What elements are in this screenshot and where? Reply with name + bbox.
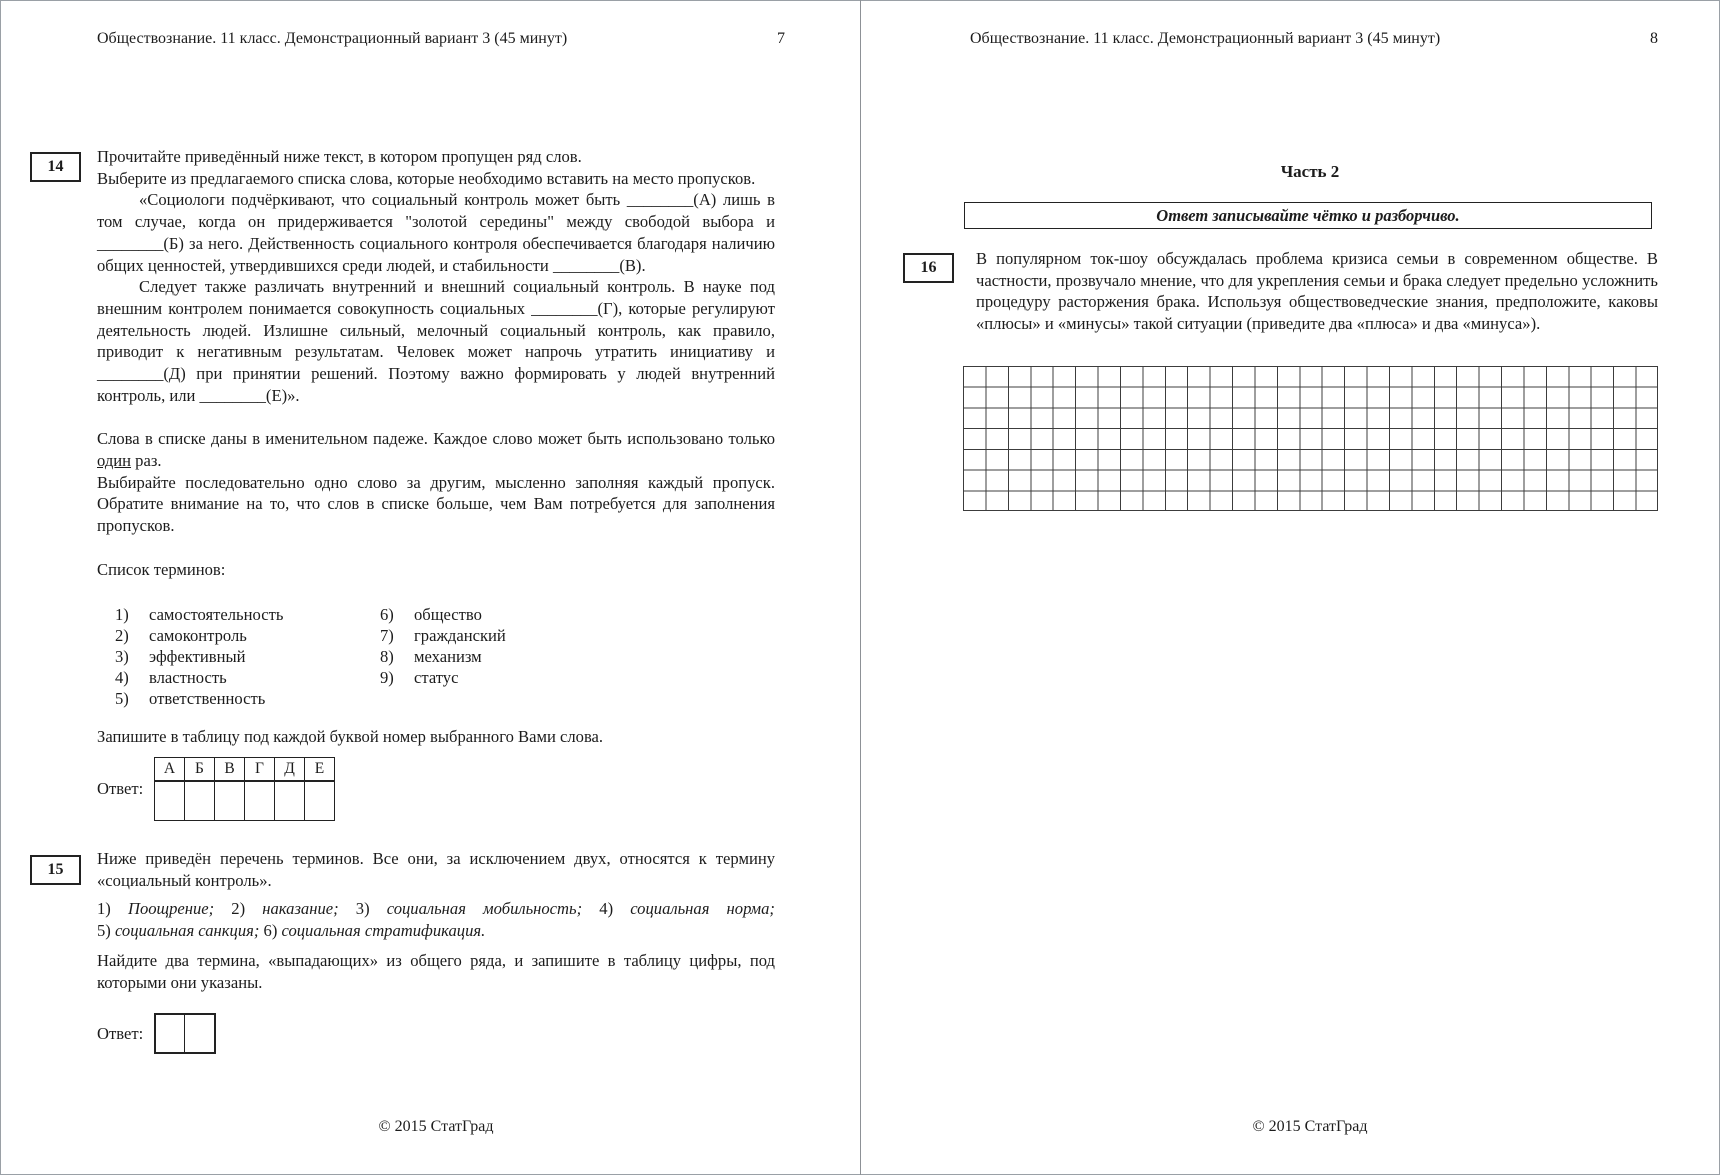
term-item — [115, 688, 380, 709]
term-number: 3) — [355, 899, 370, 919]
term-item — [356, 899, 582, 918]
task-15-intro: Ниже приведён перечень терминов. Все они, за исключением двух, относятся к термину «социальный контроль». — [97, 849, 775, 890]
term-number: 5) — [115, 689, 129, 709]
header-title: Обществознание. 11 класс. Демонстрационный вариант 3 (45 минут) — [970, 30, 1441, 47]
term-text: ответственность — [149, 689, 266, 709]
task-14-intro-line1: Прочитайте приведённый ниже текст, в котором пропущен ряд слов. — [97, 147, 582, 166]
task-15-answer-box — [154, 1013, 216, 1054]
term-text: властность — [149, 668, 227, 688]
term-text: Поощрение; — [127, 899, 215, 919]
term-text: гражданский — [414, 626, 506, 646]
term-item — [380, 646, 775, 667]
page-left-header — [97, 30, 785, 48]
term-text: эффективный — [149, 647, 246, 667]
answer-cell — [275, 781, 305, 821]
term-item — [115, 646, 380, 667]
term-text: наказание; — [262, 899, 339, 919]
task-15-terms-line-2 — [97, 920, 775, 942]
task-16-number-box — [903, 253, 954, 283]
answer-table-header-row — [155, 758, 335, 781]
term-number: 2) — [115, 626, 129, 646]
task-14-paragraph-2: Следует также различать внутренний и внешний социальный контроль. В науке под внешним контролем понимается совокупность социальных ________(Г), которые регулируют деятельность людей. Излишне сильный, мелочный социальный контроль, как правило, приводит к негативным результатам. Человек может напрочь утратить инициативу и ________(Д) при принятии решений. Поэтому важно формировать у людей внутренний контроль, или ________(Е)». — [97, 277, 775, 405]
task-15-answer-row — [97, 1013, 775, 1054]
page-right-footer: © 2015 СтатГрад — [1252, 1118, 1368, 1135]
page-right-header — [970, 30, 1658, 48]
answer-cell — [155, 781, 185, 821]
note-1-text-end: раз. — [131, 450, 162, 470]
task-14-paragraph-1: «Социологи подчёркивают, что социальный контроль может быть ________(А) лишь в том случае, когда он придерживается "золотой середины" между свободой выбора и ________(Б) за него. Действенность социального контроля обеспечивается благодаря наличию общих ценностей, утвердившихся среди людей, и стабильности ________(В). — [97, 190, 775, 275]
terms-column-2 — [380, 604, 775, 709]
task-14-answer-row — [97, 757, 775, 821]
part-2-title: Часть 2 — [1280, 162, 1340, 181]
term-number: 4) — [599, 899, 614, 919]
task-16-answer-grid — [963, 366, 1658, 511]
term-item — [97, 899, 214, 918]
task-14 — [47, 146, 775, 821]
term-number: 7) — [380, 626, 394, 646]
answer-column-header: Е — [305, 758, 335, 781]
answer-column-header: А — [155, 758, 185, 781]
task-14-answer-table — [154, 757, 335, 821]
answer-column-header: Г — [245, 758, 275, 781]
answer-cell — [245, 781, 275, 821]
term-item — [115, 604, 380, 625]
term-number: 2) — [231, 899, 246, 919]
answer-cell — [185, 1015, 214, 1052]
page-number: 8 — [1650, 30, 1658, 47]
terms-column-1 — [97, 604, 380, 709]
term-number: 3) — [115, 647, 129, 667]
answer-table-input-row — [155, 781, 335, 821]
terms-list — [97, 604, 775, 709]
spacer — [97, 406, 775, 428]
task-14-note-1 — [97, 428, 775, 471]
term-item — [380, 667, 775, 688]
answer-column-header: Д — [275, 758, 305, 781]
term-item — [115, 667, 380, 688]
task-16 — [920, 248, 1658, 335]
term-item — [97, 921, 259, 940]
answer-label: Ответ: — [97, 779, 144, 799]
term-item — [231, 899, 338, 918]
term-number: 4) — [115, 668, 129, 688]
task-16-text: В популярном ток-шоу обсуждалась проблема кризиса семьи в современном обществе. В частности, прозвучало мнение, что для укрепления семьи и брака следует предельно усложнить процедуру расторжения брака. Используя обществоведческие знания, предположите, каковы «плюсы» и «минусы» такой ситуации (приведите два «плюса» и два «минуса»). — [976, 249, 1658, 334]
header-title: Обществознание. 11 класс. Демонстрационный вариант 3 (45 минут) — [97, 30, 568, 47]
answer-cell — [215, 781, 245, 821]
task-14-intro-line2: Выберите из предлагаемого списка слова, которые необходимо вставить на место пропусков. — [97, 168, 756, 188]
task-15-outro: Найдите два термина, «выпадающих» из общего ряда, и запишите в таблицу цифры, под которыми они указаны. — [97, 950, 775, 992]
task-16-number: 16 — [920, 259, 937, 277]
part-2-instruction-box — [964, 202, 1652, 229]
page-number: 7 — [777, 30, 785, 47]
answer-column-header: В — [215, 758, 245, 781]
terms-list-title: Список терминов: — [97, 559, 226, 579]
term-text: самостоятельность — [149, 605, 284, 625]
task-14-note-2: Выбирайте последовательно одно слово за другим, мысленно заполняя каждый пропуск. Обратите внимание на то, что слов в списке больше, чем Вам потребуется для заполнения пропусков. — [97, 472, 775, 535]
term-item — [380, 625, 775, 646]
term-number: 8) — [380, 647, 394, 667]
task-14-number: 14 — [47, 158, 64, 176]
term-number: 6) — [263, 921, 278, 941]
task-14-number-box — [30, 152, 81, 182]
term-item — [380, 604, 775, 625]
task-15-terms-line-1 — [97, 898, 775, 920]
note-1-text: Слова в списке даны в именительном падеже. Каждое слово может быть использовано только — [97, 429, 775, 449]
term-text: общество — [414, 605, 482, 625]
term-text: социальная санкция; — [114, 921, 260, 941]
term-item — [115, 625, 380, 646]
term-text: самоконтроль — [149, 626, 247, 646]
term-text: социальная норма; — [630, 899, 775, 919]
term-number: 9) — [380, 668, 394, 688]
task-15-number-box — [30, 855, 81, 885]
page-left-footer: © 2015 СтатГрад — [378, 1118, 494, 1135]
task-14-write-note: Запишите в таблицу под каждой буквой номер выбранного Вами слова. — [97, 727, 604, 747]
term-number: 1) — [97, 899, 111, 919]
page-divider — [860, 0, 861, 1175]
term-number: 6) — [380, 605, 394, 625]
term-item — [264, 921, 486, 940]
task-15-number: 15 — [47, 861, 64, 879]
answer-cell — [185, 781, 215, 821]
answer-column-header: Б — [185, 758, 215, 781]
answer-label: Ответ: — [97, 1023, 144, 1043]
note-1-underlined-word: один — [97, 450, 132, 470]
term-text: статус — [414, 668, 459, 688]
part-2-instruction: Ответ записывайте чётко и разборчиво. — [1156, 205, 1460, 225]
term-text: механизм — [414, 647, 482, 667]
term-number: 5) — [97, 921, 111, 941]
term-number: 1) — [115, 605, 129, 625]
answer-cell — [156, 1015, 185, 1052]
answer-cell — [305, 781, 335, 821]
term-item — [599, 899, 775, 918]
term-text: социальная стратификация. — [281, 921, 486, 941]
task-15 — [47, 848, 775, 1054]
term-text: социальная мобильность; — [386, 899, 583, 919]
